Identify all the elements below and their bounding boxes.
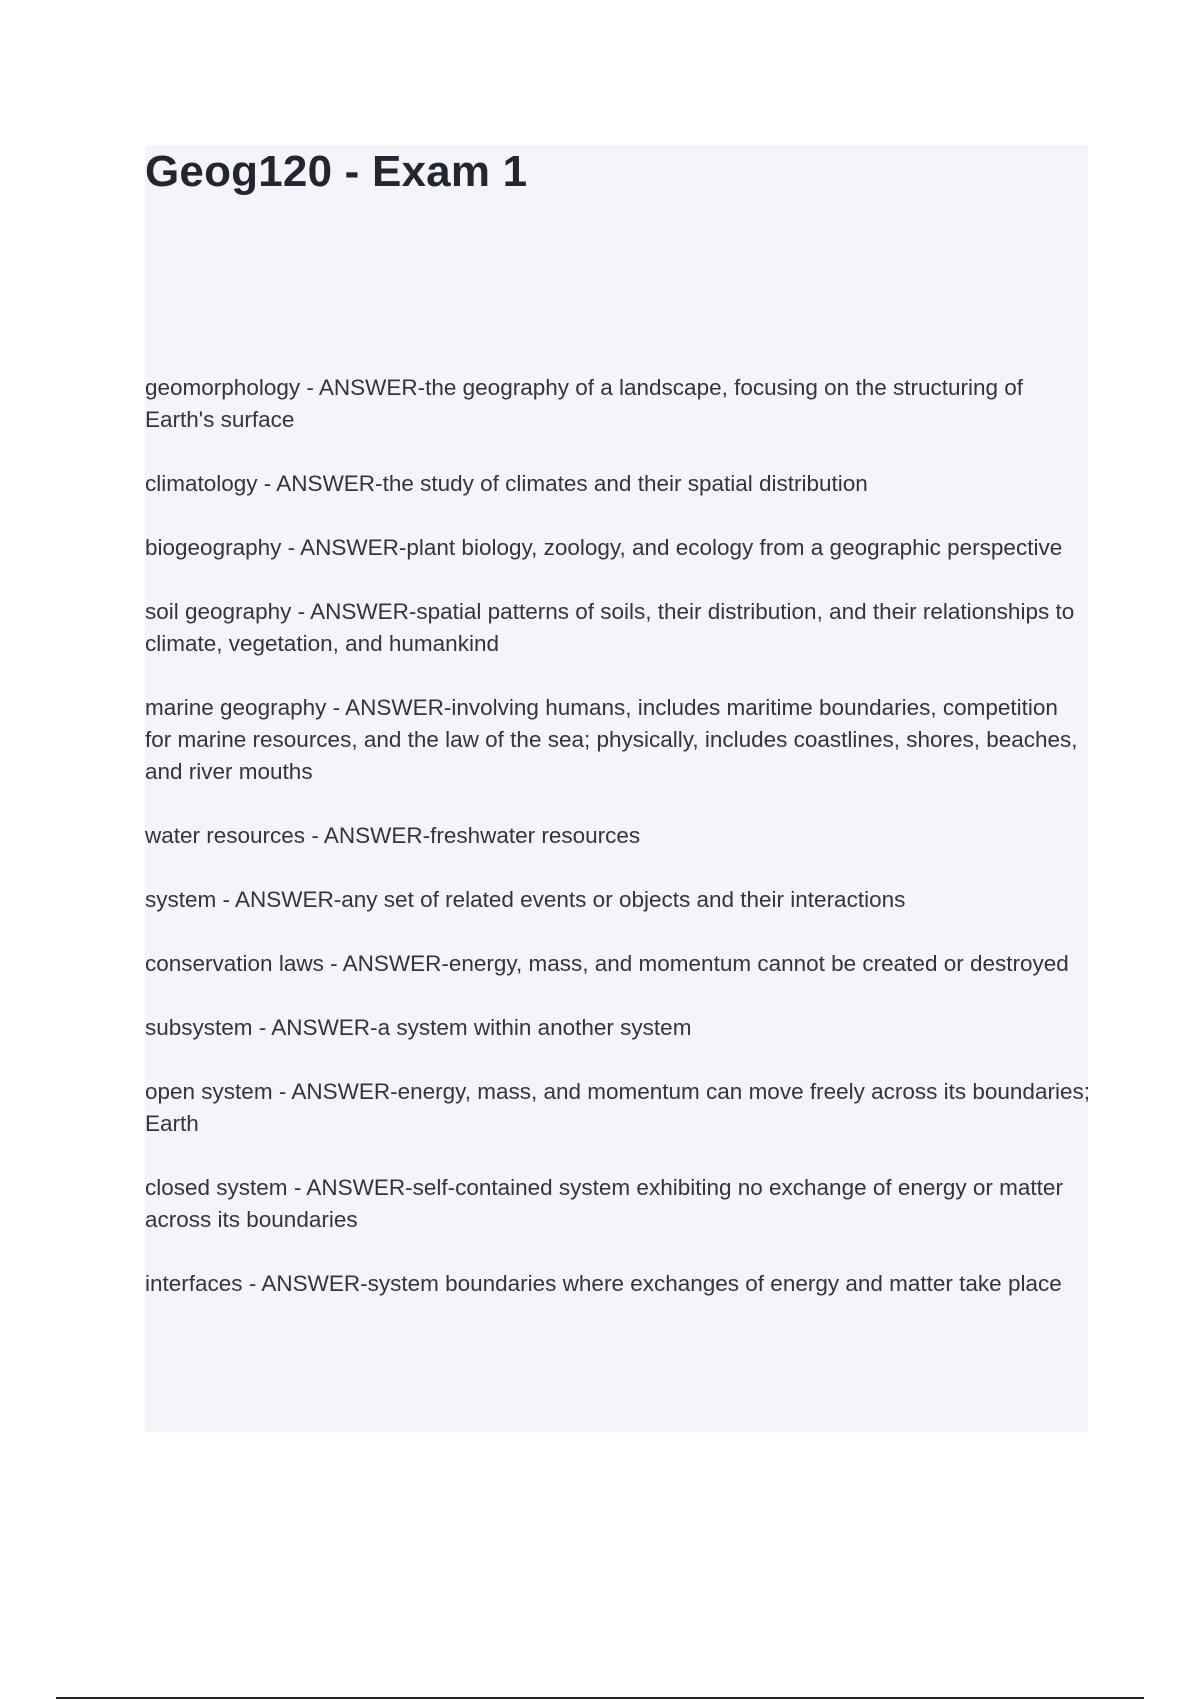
answer-separator: - ANSWER-	[291, 599, 417, 624]
flashcard-item	[145, 1076, 1090, 1140]
flashcard-item	[145, 1012, 1090, 1044]
definition: plant biology, zoology, and ecology from a geographic perspective	[406, 535, 1063, 560]
definition: energy, mass, and momentum can move freely across its boundaries; Earth	[145, 1079, 1090, 1136]
definition: a system within another system	[377, 1015, 692, 1040]
term: system	[145, 887, 217, 912]
footer-rule	[56, 1697, 1144, 1699]
flashcard-item	[145, 372, 1090, 436]
answer-separator: - ANSWER-	[272, 1079, 398, 1104]
answer-separator: - ANSWER-	[216, 887, 342, 912]
answer-separator: - ANSWER-	[242, 1271, 368, 1296]
term: biogeography	[145, 535, 282, 560]
flashcard-item	[145, 820, 1090, 852]
definition: any set of related events or objects and their interactions	[341, 887, 906, 912]
definition: energy, mass, and momentum cannot be created or destroyed	[448, 951, 1069, 976]
answer-separator: - ANSWER-	[257, 471, 383, 496]
flashcard-item	[145, 468, 1090, 500]
term: soil geography	[145, 599, 292, 624]
term: marine geography	[145, 695, 327, 720]
definition: system boundaries where exchanges of energy and matter take place	[367, 1271, 1062, 1296]
answer-separator: - ANSWER-	[305, 823, 431, 848]
answer-separator: - ANSWER-	[300, 375, 426, 400]
answer-separator: - ANSWER-	[323, 951, 449, 976]
flashcard-item	[145, 948, 1090, 980]
term: climatology	[145, 471, 258, 496]
flashcard-item	[145, 1268, 1090, 1300]
flashcard-item	[145, 532, 1090, 564]
flashcard-list	[145, 372, 1090, 1332]
flashcard-item	[145, 596, 1090, 660]
definition: the geography of a landscape, focusing on the structuring of Earth's surface	[145, 375, 1024, 432]
answer-separator: - ANSWER-	[326, 695, 452, 720]
flashcard-item	[145, 1172, 1090, 1236]
term: subsystem	[145, 1015, 253, 1040]
answer-separator: - ANSWER-	[252, 1015, 378, 1040]
definition: self-contained system exhibiting no exchange of energy or matter across its boundaries	[145, 1175, 1063, 1232]
flashcard-item	[145, 692, 1090, 788]
term: interfaces	[145, 1271, 243, 1296]
document-title: Geog120 - Exam 1	[145, 147, 528, 196]
answer-separator: - ANSWER-	[287, 1175, 413, 1200]
answer-separator: - ANSWER-	[281, 535, 407, 560]
term: water resources	[145, 823, 306, 848]
term: open system	[145, 1079, 273, 1104]
term: geomorphology	[145, 375, 301, 400]
term: closed system	[145, 1175, 288, 1200]
definition: the study of climates and their spatial distribution	[382, 471, 868, 496]
definition: freshwater resources	[430, 823, 641, 848]
term: conservation laws	[145, 951, 324, 976]
definition: involving humans, includes maritime boundaries, competition for marine resources, and the law of the sea; physically, includes coastlines, shores, beaches, and river mouths	[145, 695, 1078, 784]
flashcard-item	[145, 884, 1090, 916]
definition: spatial patterns of soils, their distribution, and their relationships to climate, vegetation, and humankind	[145, 599, 1075, 656]
